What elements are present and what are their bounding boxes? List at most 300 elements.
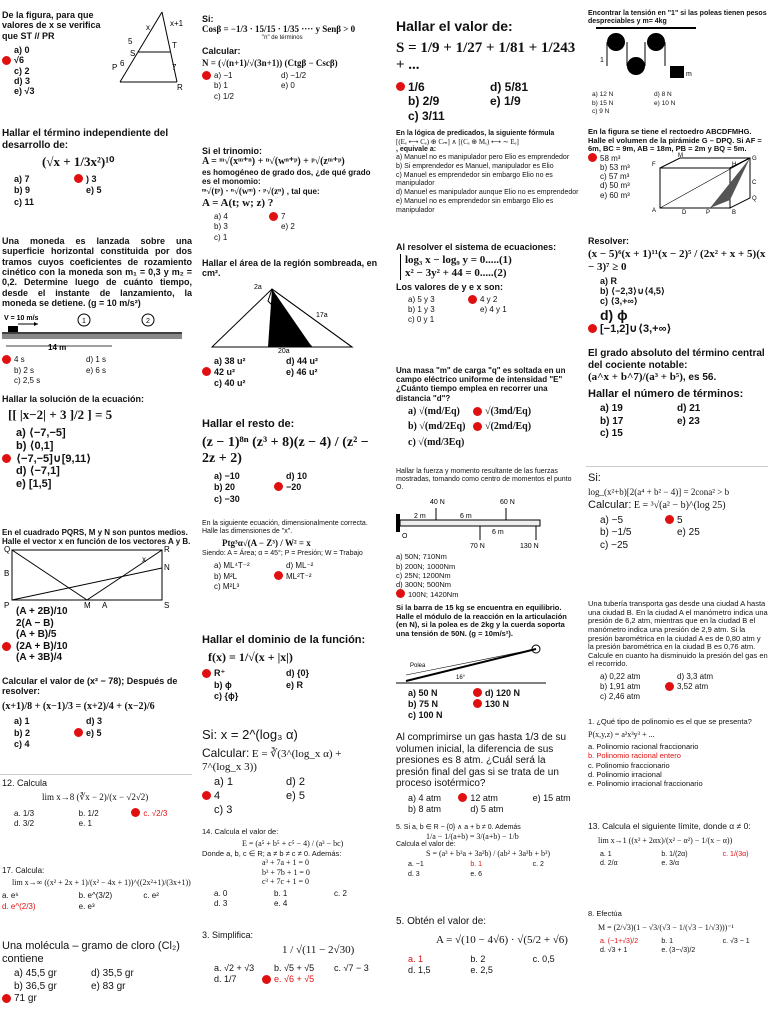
option[interactable]: c. √2/3 <box>131 809 192 818</box>
math-expression: c³ + 7c + 1 = 0 <box>262 876 310 886</box>
question-text: 5. Si a, b ∈ R − {0} ∧ a + b ≠ 0. Además <box>396 824 521 831</box>
option[interactable]: a. −1 <box>408 861 424 869</box>
option[interactable]: e) R <box>286 679 304 690</box>
option[interactable]: b. 1 <box>661 937 674 945</box>
option[interactable]: d) {0} <box>286 668 310 679</box>
option[interactable]: a. 1 <box>408 954 424 965</box>
option[interactable]: b. 1 <box>470 861 483 869</box>
option[interactable]: d) 300N; 500Nm <box>396 580 452 590</box>
option[interactable]: d) ⟨−7,1] <box>16 465 60 478</box>
option[interactable]: a) 12 N <box>592 91 614 99</box>
question-text: Una tubería transporta gas desde una ciudad A hasta una ciudad B. En la ciudad A el manómetro indica una presión de 6,2 atm, mientras que en la ciudad B el manómetro indica una presión de 2,9 atm. Si la presión barométrica en la ciudad A es de 0,80 atm y la presión barométrica en la ciudad B es 0,76 atm. Calcule en cuanto ha disminuido la presión del gas en el recorrido. <box>588 599 768 669</box>
fig-label: 6 m <box>460 513 472 521</box>
fig-label: R <box>177 83 183 92</box>
option[interactable]: c) 0 y 1 <box>408 315 435 325</box>
option[interactable]: b) 2 s <box>14 365 35 375</box>
fig-label: 20a <box>278 347 290 355</box>
problem-limit-13 <box>588 822 768 906</box>
option[interactable]: e) √3 <box>14 86 35 97</box>
option[interactable]: √6 <box>2 55 102 65</box>
option[interactable]: e) 1/9 <box>490 94 521 109</box>
math-expression: log_(x²+b)[2(a⁴ + b² − 4)] = 2cona² > b <box>588 486 730 497</box>
option[interactable]: c) 100 N <box>408 710 443 721</box>
option[interactable]: c. 2 <box>334 889 347 898</box>
option[interactable]: b) 8 atm <box>408 803 442 814</box>
option[interactable]: ⟨−7,−5]∪[9,11⟩ <box>2 453 192 466</box>
problem-friction <box>2 236 192 388</box>
fig-label: Q <box>752 195 757 202</box>
math-expression: f(x) = 1/√(x + |x|) <box>208 649 293 664</box>
question-text: Encontrar la tensión en "1" si las poleas tienen pesos despreciables y m= 4kg <box>588 10 767 26</box>
problem-trig-series <box>202 14 378 140</box>
problem-simplify <box>202 930 378 1024</box>
option[interactable]: 4 s <box>2 355 70 364</box>
option[interactable]: c) 2,5 s <box>14 375 41 385</box>
fig-label: 14 m <box>48 343 67 353</box>
math-expression: Ptg³α√(A − Z³) / W² = x <box>222 538 311 549</box>
option[interactable]: c) 2 <box>14 65 30 76</box>
option[interactable]: d. 3/2 <box>14 818 35 828</box>
option[interactable]: b. 1/2 <box>78 808 99 818</box>
math-expression: x² − 3y² + 44 = 0.....(2) <box>405 266 507 279</box>
option[interactable]: c) {ϕ} <box>214 691 239 702</box>
option-selected[interactable]: 100N; 1420Nm <box>396 590 579 599</box>
option[interactable]: (A + B)/5 <box>16 629 57 641</box>
question-text: Una masa "m" de carga "q" es soltada en un campo eléctrico uniforme de intensidad "E" ¿Cuánto tiempo emplea en recorrer una distancia "d"? <box>396 366 566 403</box>
option[interactable]: 12 atm <box>458 793 516 803</box>
fig-label: 7 <box>172 63 177 72</box>
math-expression: 1/a − 1/(a+b) = 3/(a+b) − 1/b <box>426 832 519 842</box>
option[interactable]: ML²T⁻² <box>274 572 342 581</box>
option[interactable]: b) 1 y 3 <box>408 305 435 315</box>
option[interactable]: c. Polinomio fraccionario <box>588 760 670 770</box>
option[interactable]: (A + 3B)/4 <box>16 652 63 664</box>
beam-figure <box>396 494 546 550</box>
problem-rectoedro <box>588 128 768 232</box>
option[interactable]: c) 40 u² <box>214 378 246 389</box>
option[interactable]: a) 50 N <box>408 687 438 698</box>
option[interactable]: (A + 2B)/10 <box>16 606 68 618</box>
option[interactable]: e. 2,5 <box>470 965 493 976</box>
option[interactable]: a) 19 <box>600 403 623 415</box>
problem-gas-pipeline <box>588 600 768 716</box>
option[interactable]: b) 1 <box>214 81 228 91</box>
fig-label: 2a <box>254 283 262 291</box>
question-text: 1. ¿Qué tipo de polinomio es el que se presenta? <box>588 717 752 726</box>
option[interactable]: e) 2 <box>281 222 295 232</box>
option[interactable]: c) 1 <box>214 232 228 242</box>
option[interactable]: e. 1 <box>78 818 92 828</box>
option[interactable]: 3,52 atm <box>665 682 738 691</box>
problem-notable-quotient <box>588 348 768 458</box>
fig-label: x <box>146 23 150 32</box>
column-3 <box>394 0 579 1024</box>
option[interactable]: 130 N <box>473 699 546 709</box>
fig-label: P <box>706 209 711 216</box>
option[interactable]: 5 <box>665 515 738 527</box>
option[interactable]: e) 10 N <box>654 99 676 107</box>
question-text: Siendo: A = Área; α = 45°; P = Presión; W = Trabajo <box>202 550 363 558</box>
math-expression: 1 / √(11 − 2√30) <box>282 944 355 957</box>
math-expression: (a^x + b^7)/(a³ + b⁵) <box>588 371 683 383</box>
problem-chlorine <box>2 940 192 1024</box>
option[interactable]: b) ϕ <box>214 679 232 690</box>
math-expression: A = √(10 − 4√6) · √(5/2 + √6) <box>436 933 568 946</box>
friction-figure <box>2 308 182 352</box>
fig-label: 1 <box>82 318 86 326</box>
option[interactable]: d. Polinomio irracional <box>588 769 662 779</box>
option[interactable]: d) 3,3 atm <box>677 672 714 681</box>
option[interactable]: c. √7 − 3 <box>334 962 369 973</box>
option[interactable]: e) 5 <box>74 728 142 738</box>
option[interactable]: a) 50N; 710Nm <box>396 552 447 562</box>
option[interactable]: b. e^(3/2) <box>78 891 113 901</box>
fig-label: 6 <box>120 59 125 68</box>
problem-floor-equation <box>2 394 192 520</box>
problem-log-base <box>588 472 768 590</box>
triangle-figure <box>112 10 182 90</box>
option[interactable]: a) ML⁴T⁻² <box>214 561 250 571</box>
question-text: 12. Calcula <box>2 778 48 788</box>
option[interactable]: e. Polinomio irracional fraccionario <box>588 779 703 789</box>
problem-limit-12 <box>2 778 192 860</box>
math-expression: [(Eₑ ⟷ Cₑ) ⊕ Cₘ] ∧ [(Cₑ ⊕ Mₑ) ⟷ ∼ Eₑ] <box>396 138 519 147</box>
fig-label: T <box>172 41 177 50</box>
option[interactable]: d. 1/7 <box>214 974 237 985</box>
option[interactable]: 42 u² <box>202 367 270 377</box>
option[interactable]: √(3md/Eq) <box>473 406 546 418</box>
option[interactable]: d. 3 <box>408 870 420 878</box>
option[interactable]: a. Polinomio racional fraccionario <box>588 741 699 751</box>
option[interactable]: b) 75 N <box>408 698 439 709</box>
option[interactable]: a) 1 <box>214 776 233 789</box>
option[interactable]: b) 1,91 atm <box>600 682 641 692</box>
option[interactable]: e) 15 atm <box>532 792 571 803</box>
fig-label: 2 <box>146 318 150 326</box>
problem-log-system <box>396 242 579 330</box>
problem-remainder <box>202 418 378 518</box>
option[interactable]: b) ⟨−2,3⟩∪⟨4,5⟩ <box>600 285 666 296</box>
option[interactable]: e) [1,5] <box>16 477 52 490</box>
option[interactable]: e) 46 u² <box>286 367 318 378</box>
option[interactable]: a) 1 <box>14 716 30 727</box>
fig-label: 5 <box>128 37 133 46</box>
option[interactable]: e. e³ <box>78 901 95 911</box>
option[interactable]: b) √(md/2Eq) <box>408 421 466 433</box>
question-text: Al resolver el sistema de ecuaciones: <box>396 242 557 252</box>
problem-polynomial-type <box>588 718 768 814</box>
problem-homogeneous <box>202 146 378 252</box>
option[interactable]: a. √2 + √3 <box>214 962 255 973</box>
problem-linear-equation <box>2 676 192 772</box>
question-text: En la lógica de predicados, la siguiente fórmula <box>396 130 555 137</box>
option[interactable]: a. 0 <box>214 889 228 898</box>
question-text: 3. Simplifica: <box>202 930 254 940</box>
option[interactable]: a) 0,22 atm <box>600 672 641 681</box>
option[interactable]: d) 10 <box>286 470 308 481</box>
fig-label: M <box>84 601 91 611</box>
option[interactable]: √(2md/Eq) <box>473 421 546 433</box>
option[interactable]: a) 4 atm <box>408 792 442 803</box>
problem-electric-field <box>396 366 579 462</box>
option[interactable]: b) Si emprendedor es Manuel, manipulador es Elio <box>396 162 554 170</box>
option[interactable]: c) 4 <box>14 738 30 749</box>
math-expression: M = (2/√3)(1 − √3/(√3 − 1/(√3 − 1/√3)))⁻¹ <box>598 922 734 932</box>
prism-figure <box>650 154 760 214</box>
option[interactable]: 4 y 2 <box>468 295 536 304</box>
option[interactable]: b) 200N; 1000Nm <box>396 561 456 571</box>
math-expression: lim x→8 (∛x − 2)/(x − √2√2) <box>42 792 149 803</box>
option[interactable]: e. 4 <box>274 899 288 909</box>
question-text: Al comprimirse un gas hasta 1/3 de su volumen inicial, la diferencia de sus presiones es 8 atm. ¿Cuál será la presión final del gas si se trata de un proceso isotérmico? <box>396 732 567 789</box>
question-text: 14. Calcula el valor de: <box>202 827 279 836</box>
question-text: Calcula el valor de: <box>396 841 456 849</box>
fig-label: R <box>164 545 170 555</box>
option[interactable]: c) 9 N <box>592 108 610 116</box>
math-expression: a³ + 7a + 1 = 0 <box>262 858 310 868</box>
column-4 <box>586 0 768 1024</box>
option[interactable]: c) 2,46 atm <box>600 692 641 702</box>
option[interactable]: a) Manuel no es manipulador pero Elio es emprendedor <box>396 154 570 162</box>
option[interactable]: b) 3 <box>214 222 228 232</box>
option[interactable]: b. √5 + √5 <box>274 962 315 973</box>
option[interactable]: d) Manuel es manipulador aunque Elio no es emprendedor <box>396 189 579 197</box>
option[interactable]: a) 0 <box>14 45 30 56</box>
question-text: Si: <box>588 472 601 484</box>
option[interactable]: c) 15 <box>600 428 623 440</box>
fig-label: 60 N <box>500 499 515 507</box>
problem-binomial <box>2 128 192 224</box>
math-expression: lim x→∞ ((x² + 2x + 1)/(x² − 4x + 1))^((2x²+1)/(3x+1)) <box>12 878 191 888</box>
option[interactable]: −20 <box>274 482 342 492</box>
question-text: Hallar la solución de la ecuación: <box>2 394 145 404</box>
problem-bar-equilibrium <box>396 604 579 730</box>
option[interactable]: a. 1/3 <box>14 808 35 818</box>
fig-label: 6 m <box>492 529 504 537</box>
option[interactable]: d) 44 u² <box>286 355 319 366</box>
question-text: Hallar el número de términos: <box>588 387 744 400</box>
fig-label: 16° <box>456 674 466 681</box>
option[interactable]: a) 7 <box>14 173 30 184</box>
option[interactable]: c) 25N; 1200Nm <box>396 570 451 580</box>
question-text: 5. Obtén el valor de: <box>396 916 487 927</box>
math-expression: P(x,y,z) = a²x³y³ + ... <box>588 729 655 739</box>
problem-algebra-5 <box>396 824 579 906</box>
option[interactable]: c) M²L³ <box>214 581 240 591</box>
option[interactable]: e) 60 m³ <box>600 190 630 200</box>
option[interactable]: d) ML⁻² <box>286 561 314 571</box>
fig-label: B <box>4 569 10 579</box>
question-text: Hallar la fuerza y momento resultante de las fuerzas mostradas, tomando como centro de momentos el punto O. <box>396 468 572 492</box>
math-expression: log₃ x − log₉ y = 0.....(1) <box>405 254 512 267</box>
column-2 <box>200 0 378 1024</box>
question-text: En la figura se tiene el rectoedro ABCDFMHG. Halle el volumen de la pirámide G – DPQ. Si AF = 6m, BC = 9m, AB = 18m, PB = 2m y BQ = 5m. <box>588 127 762 154</box>
option[interactable]: b) 20 <box>214 482 236 493</box>
column-1 <box>0 0 192 1024</box>
option[interactable]: e) 6 s <box>86 365 107 375</box>
option[interactable]: c. e² <box>143 891 159 901</box>
question-text: Una moneda es lanzada sobre una superficie horizontal constituida por dos tramos cuyos coeficientes de rozamiento cinético con la moneda son m₁ = 0,3 y m₂ = 0,2. Determine luego de cuánto tiempo, desde el instante de lanzamiento, la moneda se detiene. (g = 10 m/s²) <box>2 236 192 309</box>
option[interactable]: c) 3 <box>214 803 233 816</box>
fig-label: A <box>652 207 657 214</box>
question-text: Resolver: <box>588 236 630 246</box>
option[interactable]: c) 1/2 <box>214 91 235 101</box>
fig-label: B <box>732 209 737 216</box>
option[interactable]: b) 9 <box>14 185 31 196</box>
option[interactable]: a) ⟨−7,−5] <box>16 427 66 440</box>
option[interactable]: b) 2/9 <box>408 94 440 109</box>
math-expression: (z − 1)⁸ⁿ (z³ + 8)(z − 4) / (z² − 2z + 2) <box>202 434 369 466</box>
square-figure <box>2 545 172 611</box>
option[interactable]: 4 <box>202 790 270 803</box>
option[interactable]: d) 21 <box>677 403 701 415</box>
option[interactable]: e. 3/α <box>661 860 679 867</box>
question-text: 17. Calcula: <box>2 866 45 875</box>
option[interactable]: d) 5 atm <box>470 803 504 814</box>
option[interactable]: b) 2 <box>14 727 31 738</box>
option[interactable]: d. 1,5 <box>408 965 431 976</box>
fig-label: A <box>102 601 108 611</box>
question-text: Si la barra de 15 kg se encuentra en equilibrio. Halle el módulo de la reacción en la articulación (en N), si la polea es de 2kg y la cuerda soporta una tensión de 50N. (g = 10m/s²). <box>396 603 567 638</box>
option[interactable]: e) 83 gr <box>91 980 126 992</box>
option[interactable]: a) R <box>600 275 618 286</box>
option[interactable]: e) 5 <box>286 790 305 803</box>
option[interactable]: b) 15 N <box>592 99 614 107</box>
option[interactable]: 7 <box>269 212 332 221</box>
question-text: Calcular: <box>202 745 250 760</box>
option[interactable]: a) √(md/Eq) <box>408 405 460 417</box>
question-text: Calcular el valor de (x² − 78); Después de resolver: <box>2 676 178 697</box>
option[interactable]: ) 3 <box>74 174 142 184</box>
problem-predicate-logic <box>396 130 579 238</box>
option[interactable]: a) 5 y 3 <box>408 294 435 304</box>
question-text: Los valores de y e x son: <box>396 281 504 292</box>
question-text: Donde a, b, c ∈ R; a ≠ b ≠ c ≠ 0. Además: <box>202 848 342 858</box>
fig-label: m <box>686 71 692 79</box>
fig-label: 1 <box>600 57 604 65</box>
option[interactable]: e) 4 y 1 <box>480 305 507 315</box>
problem-square-vectors <box>2 528 192 668</box>
option[interactable]: d) 5/81 <box>490 79 529 94</box>
option[interactable]: a) −5 <box>600 514 624 526</box>
option[interactable]: e) 25 <box>677 527 700 539</box>
question-text: Hallar el valor de: <box>396 18 513 34</box>
option[interactable]: c) −30 <box>214 493 240 504</box>
option[interactable]: b) −1/5 <box>600 527 632 539</box>
option[interactable]: (2A + B)/10 <box>2 641 192 653</box>
option[interactable]: d. e^(2/3) <box>2 901 36 911</box>
fig-label: 40 N <box>430 499 445 507</box>
option[interactable]: c. √3 − 1 <box>722 937 750 945</box>
option[interactable]: e. (3−√3)/2 <box>661 946 696 954</box>
option[interactable]: c) ⟨3,+∞⟩ <box>600 296 638 307</box>
option[interactable]: b) 36,5 gr <box>14 980 57 992</box>
option[interactable]: d) 1 s <box>86 355 107 365</box>
option-selected[interactable]: b. Polinomio racional entero <box>588 751 681 761</box>
option[interactable]: d. 2/α <box>600 860 618 867</box>
option[interactable]: b) 53 m³ <box>600 163 630 173</box>
math-expression: S = 1/9 + 1/27 + 1/81 + 1/243 + ... <box>396 40 576 74</box>
problem-forces-moment <box>396 468 579 604</box>
option[interactable]: a. (−1+√3)/2 <box>600 937 639 945</box>
option[interactable]: d) 50 m³ <box>600 181 630 191</box>
question-text: Calcular: <box>202 45 241 56</box>
option[interactable]: e) 0 <box>281 81 295 91</box>
pulleys-figure <box>596 26 696 88</box>
math-expression: (x+1)/8 + (x−1)/3 = (x+2)/4 + (x−2)/6 <box>2 700 155 712</box>
option[interactable]: c. 1/(3α) <box>722 850 749 858</box>
option[interactable]: b. 2 <box>470 954 486 965</box>
math-expression: A = A(t; w; z) ? <box>202 196 274 209</box>
question-text: , equivale a: <box>396 146 437 154</box>
option[interactable]: c) √(md/3Eq) <box>408 436 465 448</box>
option[interactable]: b. 1 <box>274 889 288 898</box>
question-text: De la figura, para que valores de x se verifica que ST // PR <box>2 10 101 41</box>
option[interactable]: b. 1/(2α) <box>661 850 688 858</box>
option[interactable]: a) −10 <box>214 470 240 481</box>
option-selected[interactable]: e) Manuel no es emprendedor sin embargo Elio es manipulador <box>396 197 554 214</box>
option[interactable]: e) 5 <box>86 185 102 196</box>
option[interactable]: d. √3 + 1 <box>600 946 628 954</box>
option[interactable]: R⁺ <box>202 668 270 678</box>
fig-label: x+1 <box>170 19 184 28</box>
fig-label: N <box>164 563 170 573</box>
option[interactable]: c. 0,5 <box>532 954 555 965</box>
option[interactable]: d) 120 N <box>473 688 546 698</box>
option[interactable]: c) 3/11 <box>408 109 445 124</box>
option[interactable]: e. 6 <box>470 870 483 878</box>
option[interactable]: a) −1 <box>202 71 265 80</box>
option[interactable]: d) 2 <box>286 776 305 789</box>
option[interactable]: b) ⟨0,1] <box>16 439 54 452</box>
option[interactable]: 1/6 <box>396 81 474 95</box>
option[interactable]: d) 3 <box>14 76 31 87</box>
option[interactable]: a. 1 <box>600 850 612 858</box>
option[interactable]: 58 m³ <box>588 154 650 163</box>
problem-pulley-tension <box>588 10 768 118</box>
divider <box>586 466 768 467</box>
option[interactable]: e. √6 + √5 <box>262 974 318 984</box>
option[interactable]: a) 45,5 gr <box>14 968 57 980</box>
option[interactable]: d) −1/2 <box>281 71 307 81</box>
option[interactable]: c. 2 <box>532 861 544 869</box>
math-expression: S = (a³ + b³a + 3a²b) / (ab² + 3a³b + b³) <box>426 849 551 859</box>
option[interactable]: d) 35,5 gr <box>91 968 134 980</box>
option[interactable]: a) 4 <box>214 212 228 222</box>
problem-logarithm <box>202 728 378 822</box>
option[interactable]: 71 gr <box>2 993 75 1005</box>
option[interactable]: a) 38 u² <box>214 355 246 366</box>
option[interactable]: d) 3 <box>86 716 103 727</box>
option[interactable]: d. 3 <box>214 899 228 909</box>
option[interactable]: d) 8 N <box>654 91 672 99</box>
option[interactable]: c) 57 m³ <box>600 172 630 182</box>
option[interactable]: c) Manuel es emprendedor sin embargo Elio no es manipulador <box>396 171 553 188</box>
math-expression: E = ∛(3^(log_x α) + 7^(log_x 3)) <box>202 747 342 773</box>
option[interactable]: c) −25 <box>600 539 629 551</box>
option[interactable]: b) M²L <box>214 571 238 581</box>
fig-label: D <box>682 209 687 216</box>
option[interactable]: c) 11 <box>14 196 35 207</box>
option[interactable]: [−1,2]∪⟨3,+∞⟩ <box>588 323 768 336</box>
option[interactable]: e) 23 <box>677 415 700 427</box>
option[interactable]: d) ϕ <box>600 306 628 323</box>
shaded-triangle-figure <box>212 281 362 353</box>
option[interactable]: b) 17 <box>600 415 624 427</box>
option[interactable]: 2(A − B) <box>16 617 54 629</box>
option[interactable]: a. e⁶ <box>2 891 19 901</box>
question-text: 13. Calcula el siguiente límite, donde α ≠ 0: <box>588 821 751 831</box>
